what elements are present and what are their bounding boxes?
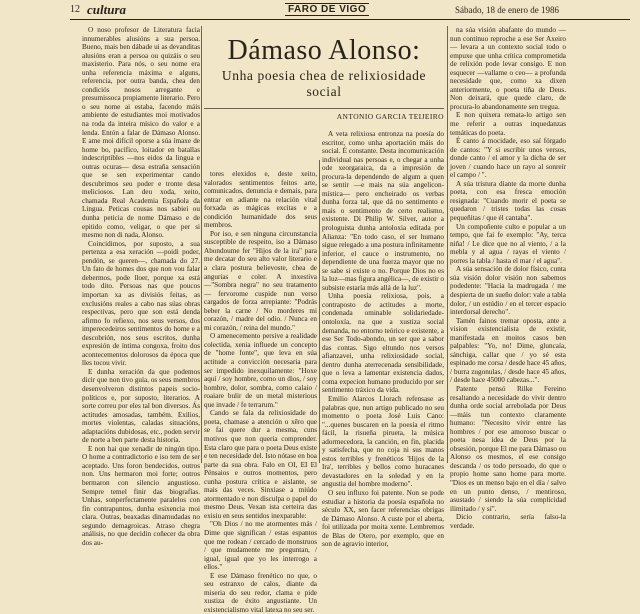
paragraph: O noso profesor de Literatura facia innumerables alusións a sua persoa. Bueno, mais ben dábade ui as devanditas alusións eran a persoa ou quizáis o seu maxisterio. Para nós, o seu nome era unha referencia máxima e alguns, referencia, por outra banda, chea den condiciós nosos arregante e presumissoca propiamente literario. Pero o seu nome ai estaba, facendo máis ambiente de estudiantes moi motivados na roda da inteira mísico do valor e a lenda. Entón a falar de Dámaso Alonso. E ame moi difícil oporse a súa ímaxe de home bo, pacífico, loitador en batallas indescriptibles —nos eidos da lingua e outras ocuras— desa estraña sensación que se sen experimentar cando descubrimos seu poder e tronte desa meliciosos. Lan deu xoda, xeito, chamada Real Academia Española da Lingua. Peticas cousas nos sabiei ou dunha peticia de nome Dámaso e de epitido como, veligar, o que per si mesmo non di nada, Alonso. <box>82 26 200 240</box>
paragraph: Patente pensó Rilke Fereino resaltando a necesidade do vivir dentro dunha orde social arrebolada por Deus—máis tun contexto claramente humano: "Necesito vivir entre las hombres / por ese amoroso buscar o poeta nesa idea de Deus por la obsesión, porque El me para Dámaso ou Alonso os mesmos, el ese consigo descanda / os todo persoado, do que o propio home sano home para morte. "Dios es un menso bajo en el día / salvo en un punto denso, / mentiroso, asustado / siendo la súa complicidad ilimitado / y sí". <box>450 384 566 513</box>
page-header <box>0 0 640 22</box>
paragraph: Un compoñente culto e popular a un tempo, que fai fe exemplo: "Ay, terca niña! / Le dice que no al viento, / a la mebla y al agua / rayas el viento / porres la tabla / hasta el mar / el agua". <box>450 222 566 265</box>
header-rule <box>70 19 630 20</box>
paragraph: Por iso, e sen ninguna circunstancia susceptible de respeito, iso a Dámaso Abondoume fer "Hijos de la ira" para me decatar do seu alto valor literario e a clara postura believoste, chea de angurias e coler. A inxestiva —"Sombra negra" no seu tratamento— fervorome cuspide nun verso cargados de forza arrepiante: "Podrás beber la carne / No morderes mi corazón, / madre del odio. / Nunca en mi corazón, / reina del mundo." <box>204 229 317 332</box>
paragraph: na súa visión abafante do mundo —nun contínuo reproche a ese Ser Axeiro— levara a un contexto social todo o empuxe que unha crítica comprometida de relixión pode levar consigo. E non esquecer —vallame o ceo— a profunda necesidade que, como xa dixen anteriormente, o poeta tiña de Deus. Non deixará, que quede claro, de procura-lo abandonamente sen tregua. <box>450 26 566 111</box>
paragraph: A veta relixiosa entronza na poesía do escritor, como unha aportación máis do social. É constante. Desta incomunicación individual nas persoas e, o chegar a unha ode xeorgaraica, da a impresión de procura-la dependendo de algum a quen se sentir —e mais na súa angelicon-mística— pero encheirado os verbas dunha forza tal, que dá no sentimento e mais o sentimento de certo realismo, existente. Di Philip W. Silver, autor a prologuista dunha antoloxia editada por Alianza: "En todo caso, el ser humano sigue relegado a una postura infinitamente inferior, el cauce o instrumento, no dependiente de una fuerza mayor que no se sabe si existe o no. Porque Dios no es la luz—mas figura angélica—, de existir o subsiste estaría más allá de la luz". <box>322 130 444 292</box>
title-rule <box>204 108 444 109</box>
paragraph: A súa sensación de dolor físico, cunta súa visión dolor visión non sabemos podedente: "Hacia la madrugada / me despierta de un sueño dolor: vale a tabla dolor, / un estúdio / en el tercer espacio interdorsal derecho". <box>450 265 566 317</box>
article-subtitle: Unha poesia chea de relixiosidade social <box>221 68 427 99</box>
paragraph: E dunha xeración da que podemos dicir que non tivo guía, os seus membros desenvolveron distintos papeis socio-políticos e, por suposto, literarios. A sorte correu por eles tal bon diversos. Ás actitudes amosadas, também. Exilios, mortes violentas, caladas situacións, adaptacións dubidosas, etc., poden servir de norte a ben parte desta historia. <box>82 367 200 445</box>
paragraph: Dicio contrario, sería falso-la verdade. <box>450 513 566 530</box>
paragraph: O seu influxo foi patente. Non se pode estudiar a historia da poesía española no século XX, sen facer referencias obrigas de Dámaso Alonso. A custe por el aberta, foi utilizada por moita xente. Lembremos de Blas de Otero, por exemplo, que en son de agravio interior, <box>322 488 444 549</box>
section-name: cultura <box>87 2 127 17</box>
article-column-1 <box>82 26 200 547</box>
article-column-4 <box>450 26 566 530</box>
article-column-2 <box>204 170 317 614</box>
issue-date: Sábado, 18 de enero de 1986 <box>455 5 559 15</box>
paragraph: E non quixera remata-lo artigo sen me referir a outras inquedanzas temáticas do poeta. <box>450 111 566 137</box>
paragraph: Emilio Alarcos Llorach refensase as palabras que, nun artigo publicado no seu momento o poeta José Luis Cano: "...quenes buscaren en la poesía el ritmo fácil, la risueña pirueta, la música adormecedora, la canción, en fin, placida y satisfecha, que no coja ni sus manos estos terribles y frenéticos 'Hijos de la Ira', terribles y bellos como huracanes devastadores en la soledad y en la angustia del hombre moderno". <box>322 394 444 489</box>
paragraph: Coincidimos, por suposto, a sua pertenza a esa xeración —poidi poder, pendón, se queren—, chamada do 27. Un fato de homes dos que non vou falar debermos, pode lloer, porque xa está todo dito. Persoas nas que poucos importan xa as divisiós feitas, as exclusións reales a cabo nas súas obras respectivas, pero que son está denda afirmo fo refiexo, nos seus versos, dos imperecedeiros sentimentos do home e a descobrión, nos seus escritos, dunha expresión de íntima congoxa, froito dos acontecementos dolorosos da época que lles tocou vivir. <box>82 239 200 368</box>
paragraph: "Oh Dios / no me atormentes más / Dime que significan / estas espantos que me rodean / cercado de monstruos / que mudamente me preguntan, / igual, igual que yo les interrogo a ellos." <box>204 520 317 572</box>
paragraph: O amenecemento persive a realidade colectida, xenia influede un concepto de "home fonte", que leva en súa actitude a convicción necesaria para ser impedido inexquilamente: "Hoxe aquí / soy hombre, como un dios, / soy hombre, dolor, sombra, como calaio / roaiare bulir de un metal misterious que invade / fe terrarum." <box>204 332 317 409</box>
paragraph: É canto á mocidade, eso saí fórgado de cantos: "Y si escribir unos versos, donde canto / el amor y la dicha de ser joven / cuando hace un rayo al sonreír el campo / ". <box>450 137 566 180</box>
article-byline: ANTONIO GARCIA TEIJEIRO <box>336 112 444 121</box>
masthead: FARO DE VIGO <box>285 3 369 16</box>
paragraph: E non hai que xenadir de ningún tipo. O home a contradictorio e iso tem de ser aceptado. Uns foron bendecidos, outros non. Uns hermaron moi forte; outros bermaron con silencio angustioso. Sempre temel finir das biografías. Unhas, sonperfectamente paralelos con fin contrapuntos, dunha esixencia moi clara. Outras, beaxadas dinamudadas no segundo demagroicas. Atraso chegra análisis, no que decidin coñecer da obra dos au- <box>82 444 200 547</box>
paragraph: Unha poesía relixiosa, pois, a contraposto de actitudes a morte, condenada ominable solidariedade-ontoloxía, na que a xustiza social demanda, no entorno teórico e existente, a ese Ser Todo-abondo, un ser que a sabor das contas. Sigo eltundo nos versos afianzavei, unha relixiosidade social, dentro dunha aterrecenada sensibilidade, que o leva a lamentar existencia dados, coma expecion humano producido por ser sentimento tráxico da vida. <box>322 292 444 395</box>
article-title: Dámaso Alonso: <box>227 35 421 66</box>
column-divider <box>447 26 448 463</box>
article-column-3 <box>322 130 444 549</box>
paragraph: A súa tristura diante da morte dunha poeta, con esa fresca emoción resignada: "Cuando morir el poeta se quedaron / tristes todas las cosas pequeñitas / que él cantaba". <box>450 179 566 223</box>
paragraph: Tamén fainos tremar oposta, ante a vision existencialista de existir, manifestada en moitos casos ben palpables: "Yo, no! Dime, gluncaía, sánchiga, callar que / yo sé esta espinado me corsa / desde hace 45 años, / burra zugonulas, / desde hace 45 años, / desde hace 45000 cabezas...". <box>450 316 566 385</box>
paragraph: Cando se fala da relixiosidade do poeta, chamase a atención o xêro que se fai quere dur a mesma, cuns motivos que non queria comprender. Esta claro que para o poeta Deus existe e ten necesidade del. Isto nótase en boa parte da sua obra. Falo en OI, EI El Pénsaios e outros momentos, pero cunha postura crítica e aislante, se mais das veces. Sinxiase a miúdo atormentado e non disculpa o papel do mesmo Deus. Vexan ista certeira das exisiu en seus sentidos inexparable: <box>204 409 317 520</box>
column-divider <box>319 160 320 463</box>
page-number: 12 <box>70 4 80 15</box>
paragraph: tores elexidos e, deste xeito, valorados sentimentos feitos arte, comunicados, denuncia e demais, para entrar en adiante na relación vital forxada as mágicas excitas e a condición humanidade dos seus membros. <box>204 170 317 230</box>
column-divider <box>201 26 202 463</box>
paragraph: E ese Dámaso frenético no que, o seu estranxo de calos, diante da miseria do seu redor, clama e pide xustiza de éxito angustiante. Un existencialismo vital latexa no seu ser. <box>204 571 317 614</box>
